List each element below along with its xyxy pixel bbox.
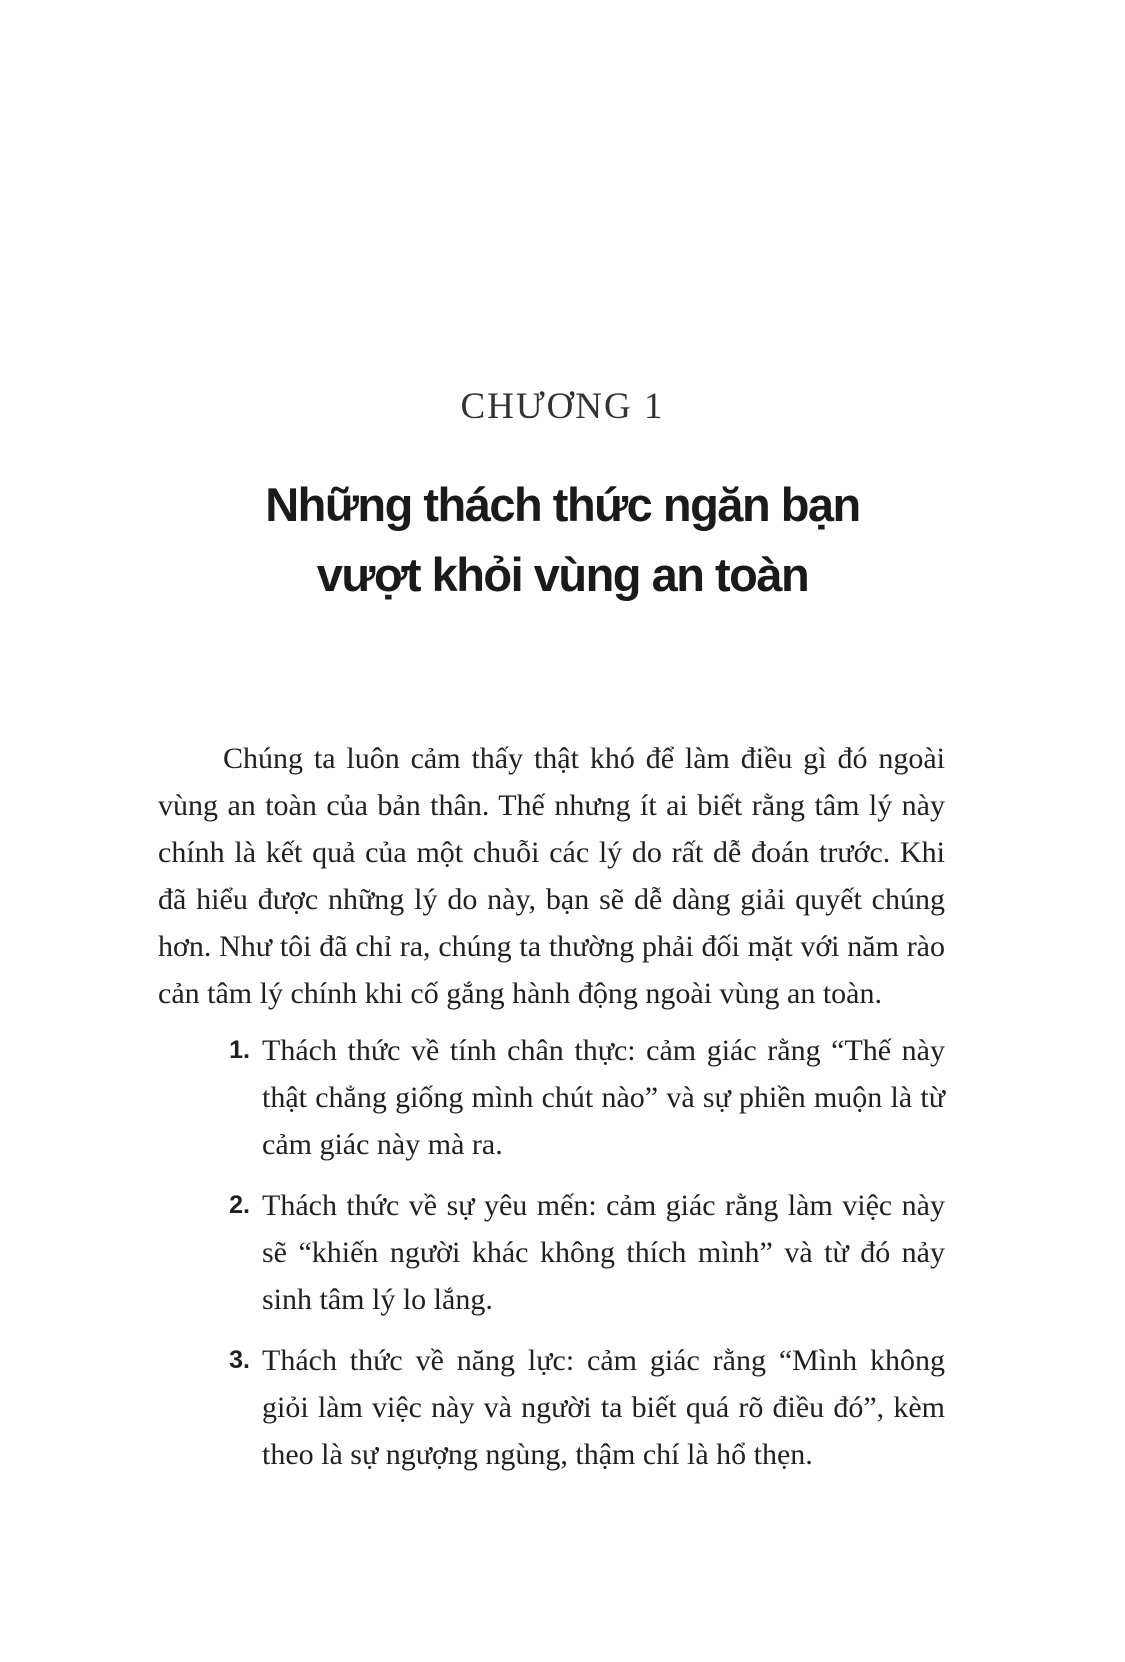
chapter-label: CHƯƠNG 1 [460, 386, 665, 427]
list-number: 3. [229, 1346, 250, 1374]
list-text: Thách thức về sự yêu mến: cảm giác rằng làm việc này sẽ “khiến người khác không thích mình” và từ đó nảy sinh tâm lý lo lắng. [262, 1189, 945, 1316]
list-number: 2. [229, 1191, 250, 1219]
page-body [158, 735, 945, 1492]
list-number: 1. [229, 1036, 250, 1064]
chapter-title-line: Những thách thức ngăn bạn [265, 478, 860, 531]
list-item [158, 1182, 945, 1323]
list-text: Thách thức về tính chân thực: cảm giác rằng “Thế này thật chẳng giống mình chút nào” và sự phiền muộn là từ cảm giác này mà ra. [262, 1034, 945, 1161]
chapter-title [0, 470, 1125, 610]
list-item [158, 1337, 945, 1478]
list-item [158, 1027, 945, 1168]
chapter-title-line: vượt khỏi vùng an toàn [316, 548, 809, 601]
challenge-list [158, 1027, 945, 1478]
list-text: Thách thức về năng lực: cảm giác rằng “Mình không giỏi làm việc này và người ta biết quá rõ điều đó”, kèm theo là sự ngượng ngùng, thậm chí là hổ thẹn. [262, 1344, 945, 1471]
intro-paragraph: Chúng ta luôn cảm thấy thật khó để làm điều gì đó ngoài vùng an toàn của bản thân. Thế nhưng ít ai biết rằng tâm lý này chính là kết quả của một chuỗi các lý do rất dễ đoán trước. Khi đã hiểu được những lý do này, bạn sẽ dễ dàng giải quyết chúng hơn. Như tôi đã chỉ ra, chúng ta thường phải đối mặt với năm rào cản tâm lý chính khi cố gắng hành động ngoài vùng an toàn. [158, 742, 945, 1010]
